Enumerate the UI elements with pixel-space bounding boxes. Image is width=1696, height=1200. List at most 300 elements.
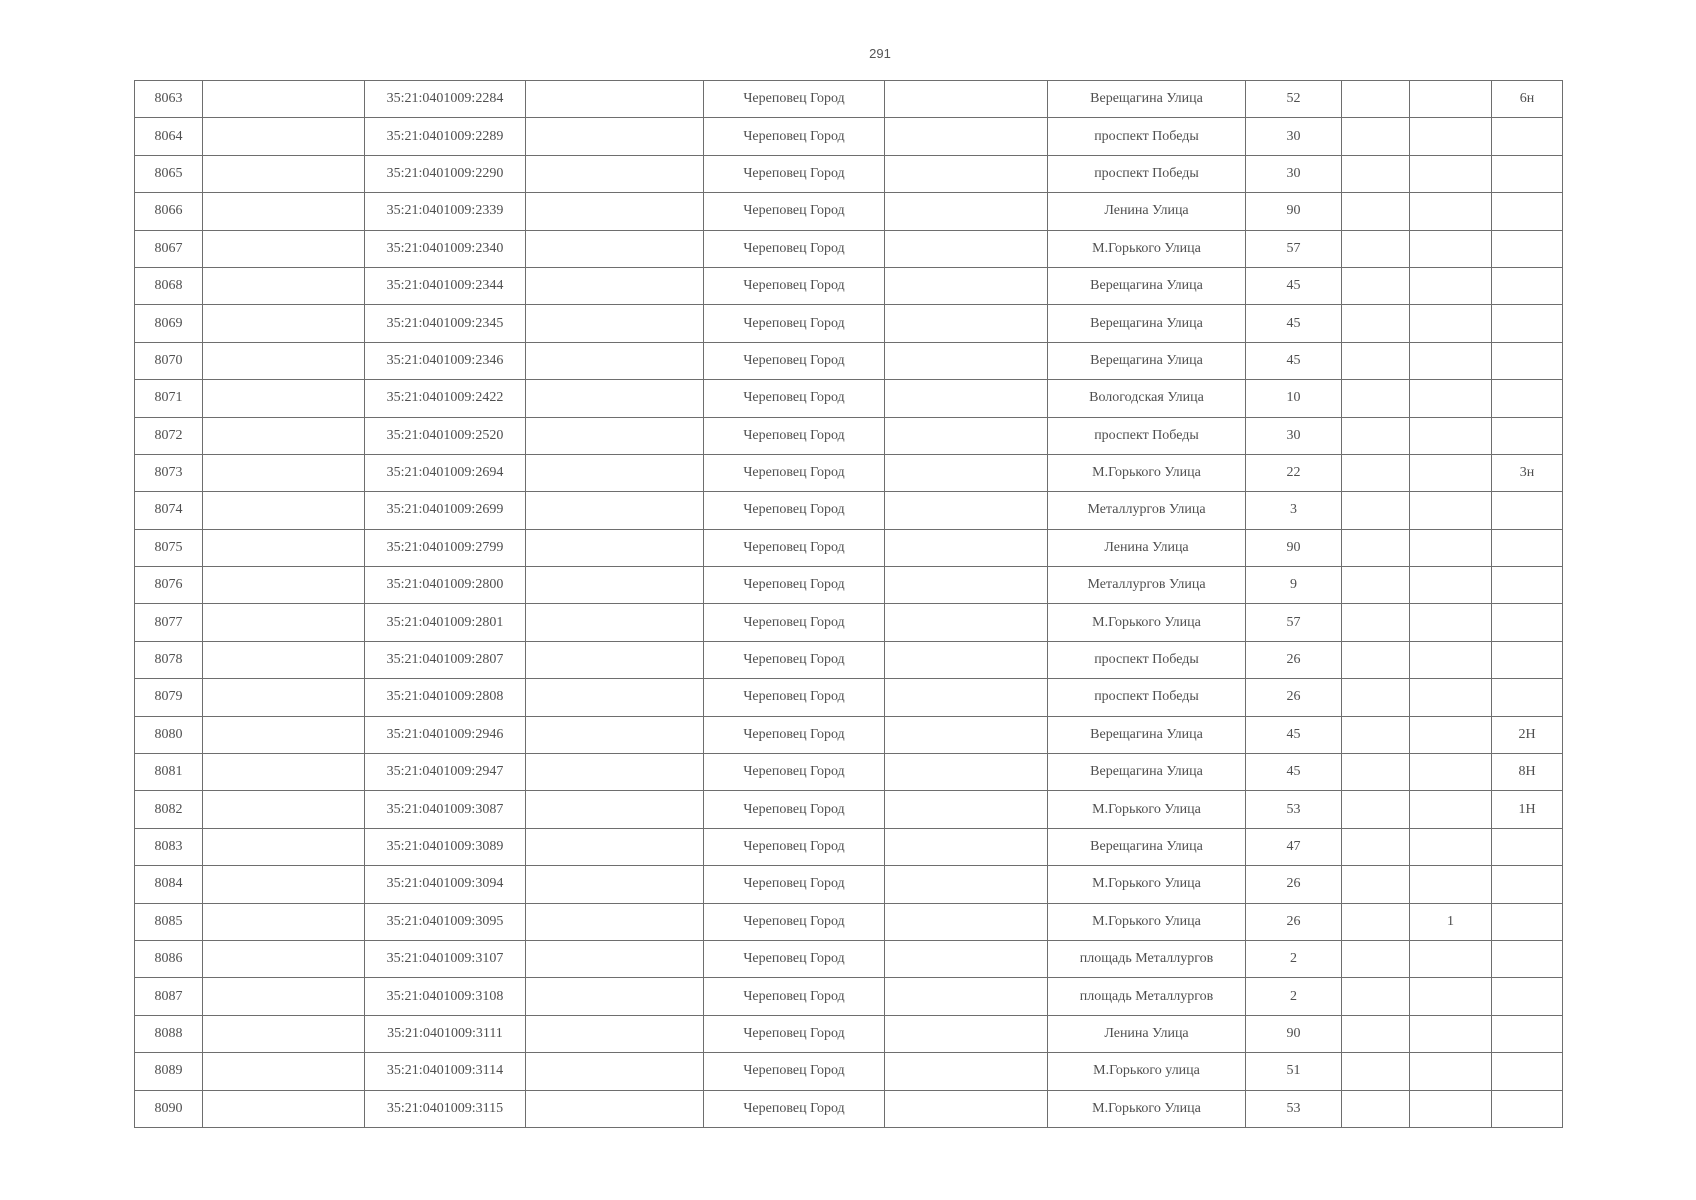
table-row [135, 1015, 1563, 1052]
street-cell: проспект Победы [1048, 641, 1246, 678]
row-number-cell: 8064 [135, 118, 203, 155]
building-cell [1342, 1090, 1410, 1127]
building-cell [1342, 903, 1410, 940]
building-cell [1342, 1053, 1410, 1090]
empty-cell [203, 492, 365, 529]
cadastral-number-cell: 35:21:0401009:2520 [365, 417, 526, 454]
empty-cell [526, 903, 704, 940]
street-cell: Верещагина Улица [1048, 305, 1246, 342]
street-cell: площадь Металлургов [1048, 978, 1246, 1015]
empty-cell [203, 940, 365, 977]
premises-cell [1492, 1015, 1563, 1052]
cadastral-number-cell: 35:21:0401009:2799 [365, 529, 526, 566]
row-number-cell: 8080 [135, 716, 203, 753]
row-number-cell: 8082 [135, 791, 203, 828]
house-number-cell: 9 [1246, 567, 1342, 604]
building-cell [1342, 866, 1410, 903]
empty-cell [203, 1090, 365, 1127]
street-cell: Ленина Улица [1048, 193, 1246, 230]
structure-cell [1410, 940, 1492, 977]
table-row [135, 492, 1563, 529]
empty-cell [885, 230, 1048, 267]
building-cell [1342, 267, 1410, 304]
city-cell: Череповец Город [704, 567, 885, 604]
structure-cell [1410, 754, 1492, 791]
premises-cell: 3н [1492, 454, 1563, 491]
building-cell [1342, 118, 1410, 155]
cadastral-number-cell: 35:21:0401009:3094 [365, 866, 526, 903]
page-number: 291 [869, 46, 891, 61]
street-cell: Верещагина Улица [1048, 716, 1246, 753]
building-cell [1342, 454, 1410, 491]
premises-cell [1492, 866, 1563, 903]
table-row [135, 1053, 1563, 1090]
city-cell: Череповец Город [704, 716, 885, 753]
building-cell [1342, 342, 1410, 379]
building-cell [1342, 754, 1410, 791]
house-number-cell: 30 [1246, 417, 1342, 454]
house-number-cell: 57 [1246, 230, 1342, 267]
city-cell: Череповец Город [704, 1015, 885, 1052]
cadastral-number-cell: 35:21:0401009:2800 [365, 567, 526, 604]
street-cell: Ленина Улица [1048, 529, 1246, 566]
building-cell [1342, 828, 1410, 865]
premises-cell [1492, 380, 1563, 417]
table-row [135, 791, 1563, 828]
empty-cell [203, 118, 365, 155]
row-number-cell: 8066 [135, 193, 203, 230]
house-number-cell: 57 [1246, 604, 1342, 641]
row-number-cell: 8069 [135, 305, 203, 342]
table-row [135, 155, 1563, 192]
empty-cell [526, 641, 704, 678]
building-cell [1342, 380, 1410, 417]
row-number-cell: 8079 [135, 679, 203, 716]
empty-cell [526, 230, 704, 267]
row-number-cell: 8087 [135, 978, 203, 1015]
empty-cell [203, 866, 365, 903]
cadastral-number-cell: 35:21:0401009:2807 [365, 641, 526, 678]
house-number-cell: 45 [1246, 305, 1342, 342]
table-row [135, 230, 1563, 267]
house-number-cell: 26 [1246, 679, 1342, 716]
table-row [135, 305, 1563, 342]
row-number-cell: 8063 [135, 81, 203, 118]
row-number-cell: 8070 [135, 342, 203, 379]
empty-cell [526, 679, 704, 716]
cadastral-number-cell: 35:21:0401009:2340 [365, 230, 526, 267]
cadastral-number-cell: 35:21:0401009:2946 [365, 716, 526, 753]
street-cell: Верещагина Улица [1048, 267, 1246, 304]
city-cell: Череповец Город [704, 1090, 885, 1127]
house-number-cell: 30 [1246, 118, 1342, 155]
registry-table [134, 80, 1563, 1128]
building-cell [1342, 679, 1410, 716]
row-number-cell: 8075 [135, 529, 203, 566]
table-row [135, 754, 1563, 791]
structure-cell [1410, 342, 1492, 379]
structure-cell [1410, 454, 1492, 491]
empty-cell [203, 903, 365, 940]
building-cell [1342, 940, 1410, 977]
premises-cell [1492, 342, 1563, 379]
empty-cell [526, 155, 704, 192]
structure-cell [1410, 866, 1492, 903]
empty-cell [526, 454, 704, 491]
empty-cell [203, 1053, 365, 1090]
row-number-cell: 8065 [135, 155, 203, 192]
empty-cell [526, 529, 704, 566]
building-cell [1342, 492, 1410, 529]
empty-cell [526, 604, 704, 641]
empty-cell [203, 193, 365, 230]
city-cell: Череповец Город [704, 305, 885, 342]
empty-cell [885, 454, 1048, 491]
empty-cell [885, 342, 1048, 379]
city-cell: Череповец Город [704, 342, 885, 379]
structure-cell [1410, 828, 1492, 865]
house-number-cell: 2 [1246, 978, 1342, 1015]
empty-cell [203, 716, 365, 753]
structure-cell [1410, 716, 1492, 753]
structure-cell [1410, 641, 1492, 678]
cadastral-number-cell: 35:21:0401009:2345 [365, 305, 526, 342]
structure-cell [1410, 604, 1492, 641]
row-number-cell: 8086 [135, 940, 203, 977]
table-row [135, 903, 1563, 940]
empty-cell [885, 380, 1048, 417]
cadastral-number-cell: 35:21:0401009:2339 [365, 193, 526, 230]
empty-cell [885, 791, 1048, 828]
house-number-cell: 2 [1246, 940, 1342, 977]
empty-cell [526, 118, 704, 155]
row-number-cell: 8084 [135, 866, 203, 903]
premises-cell [1492, 604, 1563, 641]
premises-cell [1492, 305, 1563, 342]
street-cell: Металлургов Улица [1048, 492, 1246, 529]
building-cell [1342, 716, 1410, 753]
cadastral-number-cell: 35:21:0401009:3107 [365, 940, 526, 977]
street-cell: Вологодская Улица [1048, 380, 1246, 417]
empty-cell [526, 716, 704, 753]
premises-cell [1492, 1053, 1563, 1090]
city-cell: Череповец Город [704, 866, 885, 903]
cadastral-number-cell: 35:21:0401009:2808 [365, 679, 526, 716]
empty-cell [526, 1090, 704, 1127]
house-number-cell: 26 [1246, 866, 1342, 903]
structure-cell [1410, 1053, 1492, 1090]
empty-cell [526, 1015, 704, 1052]
empty-cell [203, 305, 365, 342]
empty-cell [203, 978, 365, 1015]
structure-cell [1410, 1090, 1492, 1127]
row-number-cell: 8078 [135, 641, 203, 678]
street-cell: Металлургов Улица [1048, 567, 1246, 604]
premises-cell [1492, 529, 1563, 566]
city-cell: Череповец Город [704, 978, 885, 1015]
premises-cell [1492, 1090, 1563, 1127]
structure-cell: 1 [1410, 903, 1492, 940]
cadastral-number-cell: 35:21:0401009:2422 [365, 380, 526, 417]
street-cell: Верещагина Улица [1048, 342, 1246, 379]
house-number-cell: 45 [1246, 342, 1342, 379]
empty-cell [885, 118, 1048, 155]
structure-cell [1410, 193, 1492, 230]
empty-cell [203, 380, 365, 417]
empty-cell [526, 193, 704, 230]
empty-cell [203, 754, 365, 791]
empty-cell [885, 754, 1048, 791]
empty-cell [885, 1015, 1048, 1052]
street-cell: Ленина Улица [1048, 1015, 1246, 1052]
cadastral-number-cell: 35:21:0401009:2284 [365, 81, 526, 118]
table-row [135, 641, 1563, 678]
empty-cell [526, 1053, 704, 1090]
house-number-cell: 53 [1246, 1090, 1342, 1127]
house-number-cell: 51 [1246, 1053, 1342, 1090]
empty-cell [885, 828, 1048, 865]
empty-cell [526, 940, 704, 977]
empty-cell [885, 305, 1048, 342]
table-row [135, 342, 1563, 379]
house-number-cell: 53 [1246, 791, 1342, 828]
city-cell: Череповец Город [704, 754, 885, 791]
street-cell: Верещагина Улица [1048, 81, 1246, 118]
street-cell: площадь Металлургов [1048, 940, 1246, 977]
city-cell: Череповец Город [704, 492, 885, 529]
empty-cell [203, 267, 365, 304]
structure-cell [1410, 567, 1492, 604]
premises-cell [1492, 230, 1563, 267]
row-number-cell: 8071 [135, 380, 203, 417]
premises-cell: 1Н [1492, 791, 1563, 828]
building-cell [1342, 978, 1410, 1015]
empty-cell [885, 567, 1048, 604]
structure-cell [1410, 791, 1492, 828]
cadastral-number-cell: 35:21:0401009:3089 [365, 828, 526, 865]
premises-cell [1492, 492, 1563, 529]
table-row [135, 940, 1563, 977]
street-cell: Верещагина Улица [1048, 828, 1246, 865]
cadastral-number-cell: 35:21:0401009:3095 [365, 903, 526, 940]
building-cell [1342, 305, 1410, 342]
premises-cell [1492, 155, 1563, 192]
building-cell [1342, 567, 1410, 604]
street-cell: М.Горького Улица [1048, 903, 1246, 940]
empty-cell [203, 679, 365, 716]
row-number-cell: 8067 [135, 230, 203, 267]
empty-cell [885, 604, 1048, 641]
cadastral-number-cell: 35:21:0401009:2694 [365, 454, 526, 491]
street-cell: М.Горького Улица [1048, 866, 1246, 903]
street-cell: М.Горького Улица [1048, 230, 1246, 267]
empty-cell [203, 1015, 365, 1052]
street-cell: М.Горького Улица [1048, 454, 1246, 491]
house-number-cell: 52 [1246, 81, 1342, 118]
empty-cell [526, 492, 704, 529]
structure-cell [1410, 81, 1492, 118]
street-cell: М.Горького Улица [1048, 1090, 1246, 1127]
empty-cell [526, 828, 704, 865]
table-row [135, 380, 1563, 417]
cadastral-number-cell: 35:21:0401009:2344 [365, 267, 526, 304]
city-cell: Череповец Город [704, 791, 885, 828]
empty-cell [203, 791, 365, 828]
empty-cell [203, 417, 365, 454]
empty-cell [526, 978, 704, 1015]
city-cell: Череповец Город [704, 193, 885, 230]
house-number-cell: 47 [1246, 828, 1342, 865]
street-cell: проспект Победы [1048, 417, 1246, 454]
building-cell [1342, 604, 1410, 641]
building-cell [1342, 230, 1410, 267]
city-cell: Череповец Город [704, 641, 885, 678]
house-number-cell: 90 [1246, 529, 1342, 566]
premises-cell [1492, 193, 1563, 230]
table-row [135, 828, 1563, 865]
table-row [135, 529, 1563, 566]
empty-cell [885, 193, 1048, 230]
empty-cell [885, 679, 1048, 716]
row-number-cell: 8090 [135, 1090, 203, 1127]
city-cell: Череповец Город [704, 604, 885, 641]
street-cell: проспект Победы [1048, 679, 1246, 716]
table-row [135, 716, 1563, 753]
empty-cell [885, 1053, 1048, 1090]
premises-cell [1492, 828, 1563, 865]
table-row [135, 454, 1563, 491]
row-number-cell: 8081 [135, 754, 203, 791]
row-number-cell: 8072 [135, 417, 203, 454]
house-number-cell: 26 [1246, 641, 1342, 678]
structure-cell [1410, 417, 1492, 454]
empty-cell [526, 305, 704, 342]
house-number-cell: 30 [1246, 155, 1342, 192]
empty-cell [885, 903, 1048, 940]
city-cell: Череповец Город [704, 679, 885, 716]
premises-cell [1492, 903, 1563, 940]
street-cell: проспект Победы [1048, 118, 1246, 155]
empty-cell [203, 529, 365, 566]
empty-cell [526, 267, 704, 304]
street-cell: М.Горького Улица [1048, 791, 1246, 828]
structure-cell [1410, 380, 1492, 417]
building-cell [1342, 529, 1410, 566]
building-cell [1342, 791, 1410, 828]
premises-cell [1492, 679, 1563, 716]
city-cell: Череповец Город [704, 529, 885, 566]
cadastral-number-cell: 35:21:0401009:2801 [365, 604, 526, 641]
empty-cell [885, 81, 1048, 118]
row-number-cell: 8085 [135, 903, 203, 940]
empty-cell [885, 492, 1048, 529]
empty-cell [526, 342, 704, 379]
empty-cell [203, 230, 365, 267]
empty-cell [526, 791, 704, 828]
building-cell [1342, 1015, 1410, 1052]
premises-cell [1492, 118, 1563, 155]
table-row [135, 417, 1563, 454]
structure-cell [1410, 1015, 1492, 1052]
street-cell: Верещагина Улица [1048, 754, 1246, 791]
street-cell: М.Горького Улица [1048, 604, 1246, 641]
city-cell: Череповец Город [704, 903, 885, 940]
table-body [135, 81, 1563, 1128]
empty-cell [203, 567, 365, 604]
cadastral-number-cell: 35:21:0401009:3108 [365, 978, 526, 1015]
cadastral-number-cell: 35:21:0401009:3114 [365, 1053, 526, 1090]
empty-cell [526, 567, 704, 604]
city-cell: Череповец Город [704, 81, 885, 118]
row-number-cell: 8068 [135, 267, 203, 304]
empty-cell [885, 1090, 1048, 1127]
empty-cell [526, 417, 704, 454]
table-row [135, 1090, 1563, 1127]
empty-cell [203, 641, 365, 678]
cadastral-number-cell: 35:21:0401009:2346 [365, 342, 526, 379]
table-row [135, 604, 1563, 641]
row-number-cell: 8074 [135, 492, 203, 529]
table-row [135, 679, 1563, 716]
city-cell: Череповец Город [704, 118, 885, 155]
house-number-cell: 90 [1246, 193, 1342, 230]
row-number-cell: 8073 [135, 454, 203, 491]
city-cell: Череповец Город [704, 940, 885, 977]
premises-cell: 2Н [1492, 716, 1563, 753]
cadastral-number-cell: 35:21:0401009:3087 [365, 791, 526, 828]
structure-cell [1410, 978, 1492, 1015]
empty-cell [885, 641, 1048, 678]
city-cell: Череповец Город [704, 454, 885, 491]
structure-cell [1410, 230, 1492, 267]
city-cell: Череповец Город [704, 380, 885, 417]
cadastral-number-cell: 35:21:0401009:2290 [365, 155, 526, 192]
structure-cell [1410, 155, 1492, 192]
empty-cell [885, 417, 1048, 454]
house-number-cell: 90 [1246, 1015, 1342, 1052]
structure-cell [1410, 492, 1492, 529]
row-number-cell: 8088 [135, 1015, 203, 1052]
cadastral-number-cell: 35:21:0401009:3115 [365, 1090, 526, 1127]
empty-cell [526, 380, 704, 417]
premises-cell [1492, 567, 1563, 604]
cadastral-number-cell: 35:21:0401009:2947 [365, 754, 526, 791]
empty-cell [885, 866, 1048, 903]
row-number-cell: 8076 [135, 567, 203, 604]
city-cell: Череповец Город [704, 417, 885, 454]
empty-cell [526, 81, 704, 118]
city-cell: Череповец Город [704, 267, 885, 304]
house-number-cell: 45 [1246, 754, 1342, 791]
structure-cell [1410, 267, 1492, 304]
premises-cell: 8Н [1492, 754, 1563, 791]
empty-cell [885, 716, 1048, 753]
house-number-cell: 10 [1246, 380, 1342, 417]
empty-cell [203, 604, 365, 641]
row-number-cell: 8089 [135, 1053, 203, 1090]
street-cell: проспект Победы [1048, 155, 1246, 192]
building-cell [1342, 193, 1410, 230]
city-cell: Череповец Город [704, 1053, 885, 1090]
city-cell: Череповец Город [704, 828, 885, 865]
house-number-cell: 26 [1246, 903, 1342, 940]
premises-cell [1492, 417, 1563, 454]
structure-cell [1410, 679, 1492, 716]
structure-cell [1410, 529, 1492, 566]
house-number-cell: 45 [1246, 716, 1342, 753]
table-row [135, 193, 1563, 230]
empty-cell [885, 155, 1048, 192]
